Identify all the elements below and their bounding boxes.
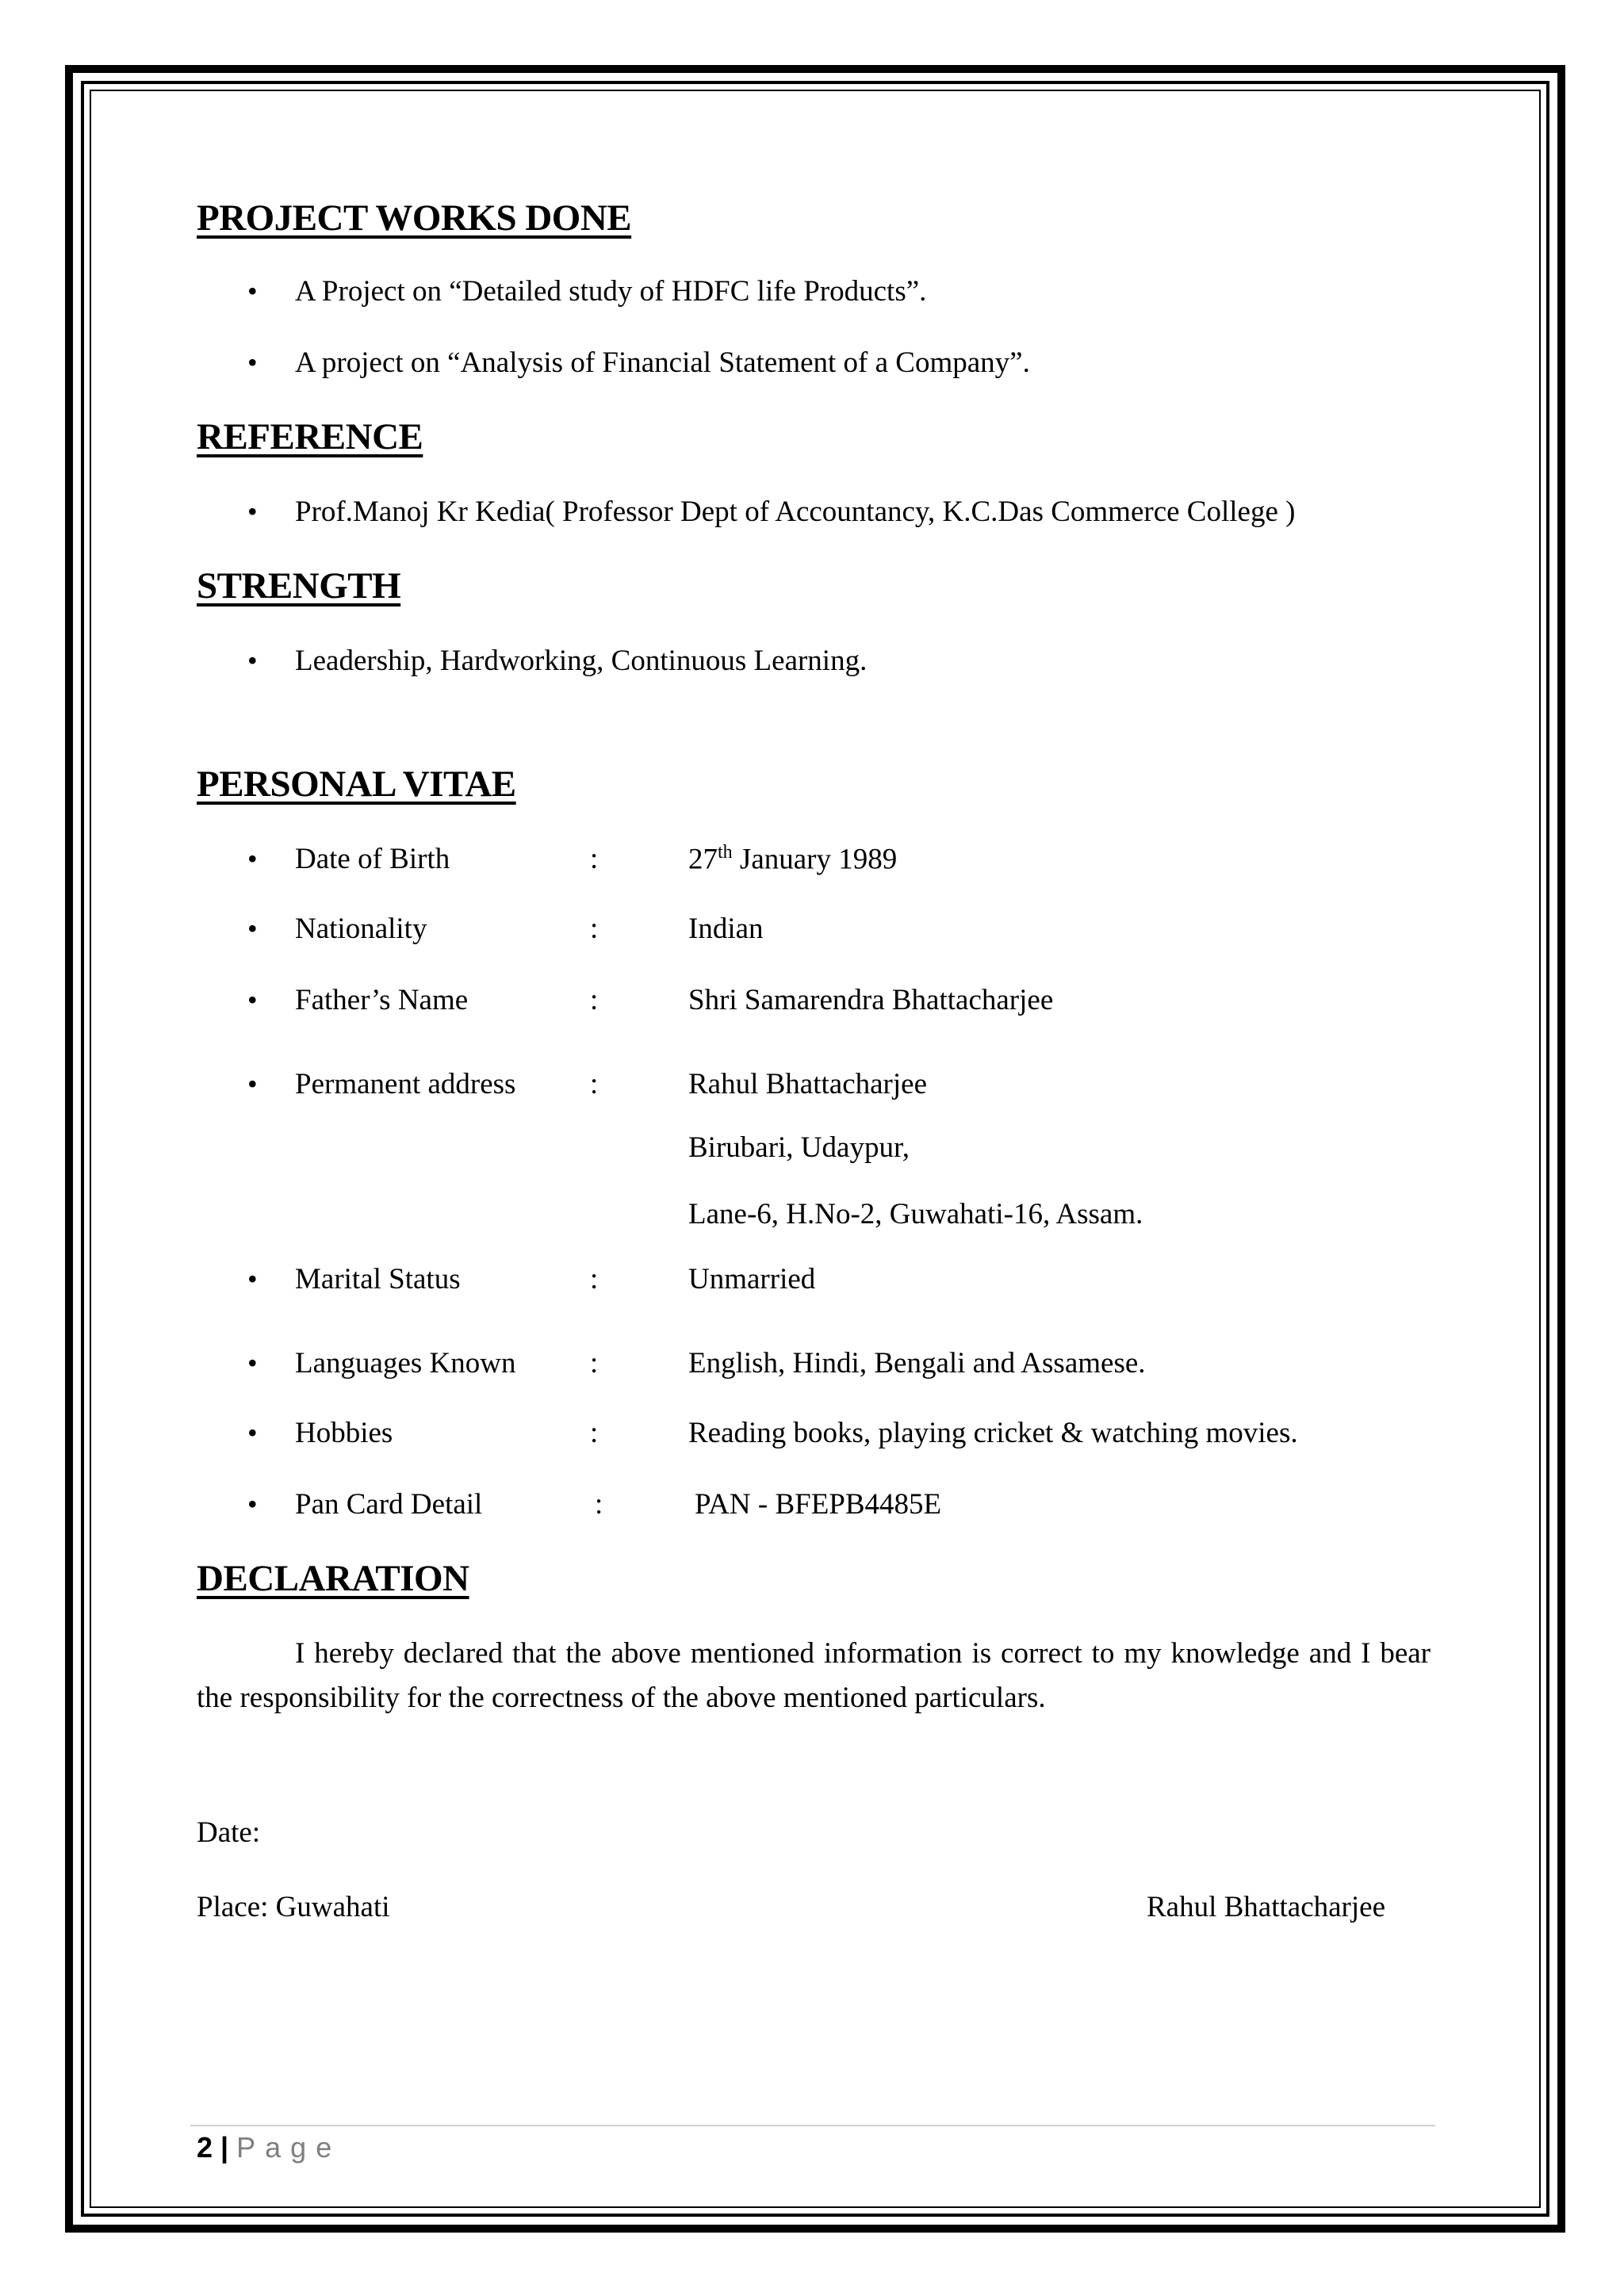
nationality-value: Indian: [688, 913, 764, 945]
pan-value: PAN - BFEPB4485E: [695, 1488, 942, 1521]
colon: :: [590, 1263, 599, 1295]
reference-item: Prof.Manoj Kr Kedia( Professor Dept of Accountancy, K.C.Das Commerce College ): [295, 496, 1296, 528]
declaration-text: I hereby declared that the above mentioned information is correct to my knowledge and I bear the responsibility for the correctness of the above mentioned particulars.: [197, 1637, 1431, 1714]
signature-name: Rahul Bhattacharjee: [1147, 1891, 1386, 1923]
bullet: •: [247, 1488, 258, 1520]
nationality-label: Nationality: [295, 913, 427, 945]
father-label: Father’s Name: [295, 984, 469, 1016]
dob-label: Date of Birth: [295, 843, 450, 875]
address-line: Lane-6, H.No-2, Guwahati-16, Assam.: [688, 1198, 1143, 1230]
declaration-heading: DECLARATION: [197, 1558, 469, 1599]
place-text: Place: Guwahati: [197, 1891, 390, 1923]
project-item: A Project on “Detailed study of HDFC life Products”.: [295, 275, 927, 308]
dob-value: 27th January 1989: [688, 842, 898, 876]
bullet: •: [247, 1263, 258, 1295]
address-line: Birubari, Udaypur,: [688, 1131, 910, 1164]
colon: :: [590, 1068, 599, 1100]
project-item: A project on “Analysis of Financial Statement of a Company”.: [295, 346, 1030, 379]
colon: :: [590, 843, 599, 875]
footer-separator: |: [220, 2131, 229, 2164]
colon: :: [590, 984, 599, 1016]
bullet: •: [247, 496, 258, 527]
pan-label: Pan Card Detail: [295, 1488, 483, 1521]
bullet: •: [247, 1417, 258, 1448]
page-number: 2: [197, 2131, 213, 2164]
personal-heading: PERSONAL VITAE: [197, 763, 516, 805]
colon: :: [590, 913, 599, 945]
bullet: •: [247, 275, 258, 307]
strength-heading: STRENGTH: [197, 565, 401, 607]
hobbies-value: Reading books, playing cricket & watching movies.: [688, 1417, 1298, 1449]
page-label: Page: [236, 2131, 342, 2164]
bullet: •: [247, 913, 258, 944]
bullet: •: [247, 1347, 258, 1379]
footer-divider: [190, 2125, 1435, 2126]
reference-heading: REFERENCE: [197, 416, 423, 457]
colon: :: [595, 1488, 603, 1521]
colon: :: [590, 1417, 599, 1449]
colon: :: [590, 1347, 599, 1380]
hobbies-label: Hobbies: [295, 1417, 393, 1449]
marital-label: Marital Status: [295, 1263, 461, 1295]
languages-label: Languages Known: [295, 1347, 516, 1380]
marital-value: Unmarried: [688, 1263, 816, 1295]
strength-item: Leadership, Hardworking, Continuous Learning.: [295, 645, 868, 677]
bullet: •: [247, 1068, 258, 1100]
bullet: •: [247, 645, 258, 676]
bullet: •: [247, 984, 258, 1016]
bullet: •: [247, 843, 258, 874]
father-value: Shri Samarendra Bhattacharjee: [688, 984, 1054, 1016]
date-label: Date:: [197, 1816, 261, 1849]
languages-value: English, Hindi, Bengali and Assamese.: [688, 1347, 1146, 1380]
address-line: Rahul Bhattacharjee: [688, 1068, 928, 1100]
page-footer: [197, 2131, 341, 2164]
address-label: Permanent address: [295, 1068, 516, 1100]
projects-heading: PROJECT WORKS DONE: [197, 197, 632, 239]
bullet: •: [247, 346, 258, 378]
